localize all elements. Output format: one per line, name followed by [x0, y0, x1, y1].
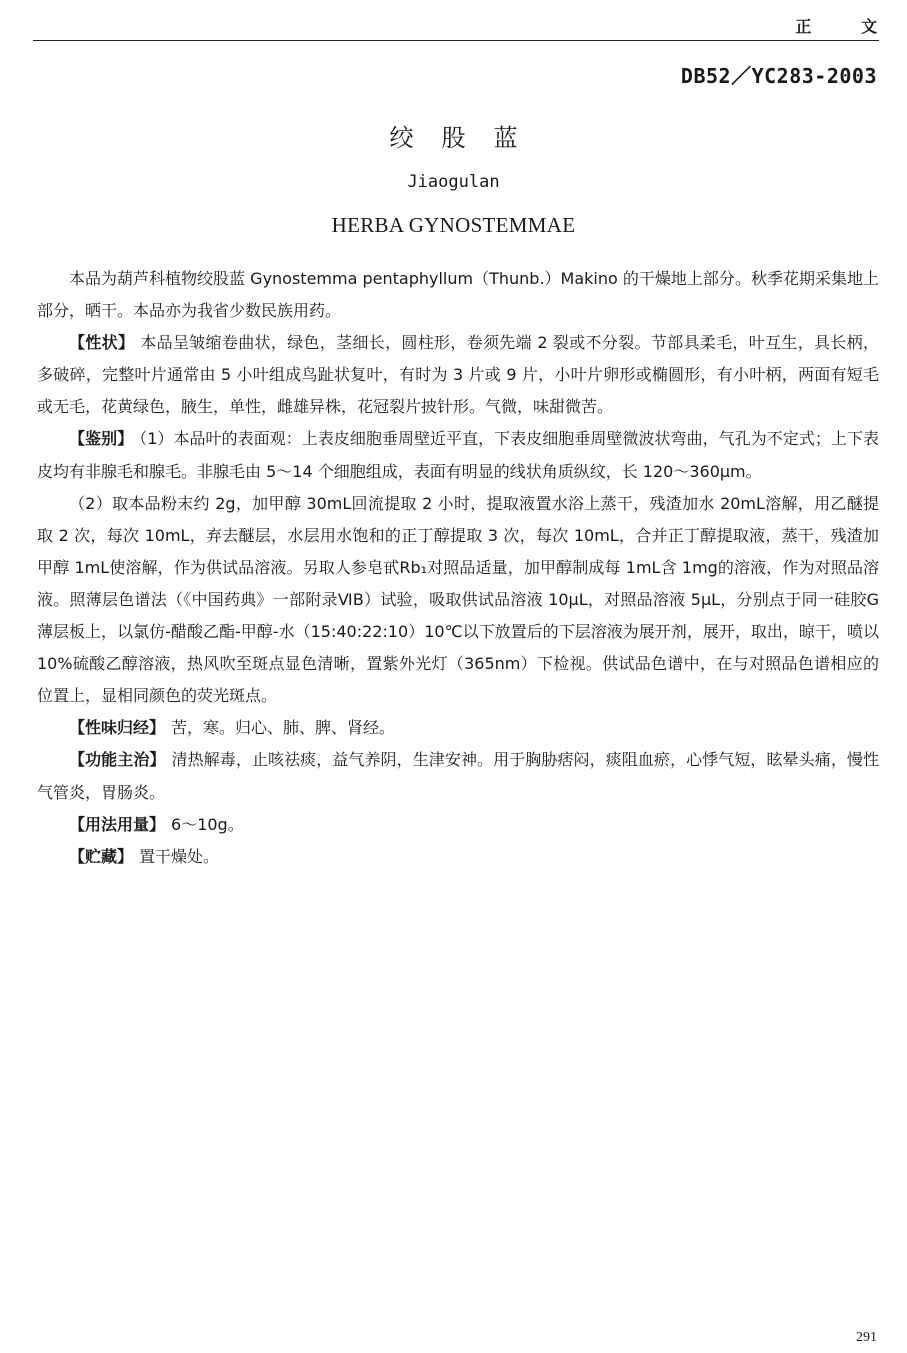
- title-pinyin: Jiaogulan: [407, 172, 500, 192]
- section-text: （1）本品叶的表面观：上表皮细胞垂周壁近平直，下表皮细胞垂周壁微波状弯曲，气孔为不定式；上下表皮均有非腺毛和腺毛。非腺毛由 5～14 个细胞组成，表面有明显的线状角质纵纹，长 120～360μm。: [37, 429, 879, 481]
- page-number: 291: [856, 1330, 877, 1345]
- section-description: [37, 327, 879, 423]
- section-storage: [37, 841, 879, 873]
- section-text: 苦，寒。归心、肺、脾、肾经。: [171, 718, 396, 738]
- section-text: （2）取本品粉末约 2g，加甲醇 30mL回流提取 2 小时，提取液置水浴上蒸干，残渣加水 20mL溶解，用乙醚提取 2 次，每次 10mL，弃去醚层，水层用水饱和的正丁醇提取 3 次，每次 10mL，合并正丁醇提取液，蒸干，残渣加甲醇 1mL使溶解，作为供试品溶液。另取人参皂甙Rb₁对照品适量，加甲醇制成每 1mL含 1mg的溶液，作为对照品溶液。照薄层色谱法（《中国药典》一部附录ⅥB）试验，吸取供试品溶液 10μL，对照品溶液 5μL，分别点于同一硅胶G薄层板上，以氯仿-醋酸乙酯-甲醇-水（15:40:22:10）10℃以下放置后的下层溶液为展开剂，展开，取出，晾干，喷以 10%硫酸乙醇溶液，热风吹至斑点显色清晰，置紫外光灯（365nm）下检视。供试品色谱中，在与对照品色谱相应的位置上，显相同颜色的荧光斑点。: [37, 493, 879, 706]
- section-text: 本品呈皱缩卷曲状，绿色，茎细长，圆柱形，卷须先端 2 裂或不分裂。节部具柔毛，叶互生，具长柄，多破碎，完整叶片通常由 5 小叶组成鸟趾状复叶，有时为 3 片或 9 片，小叶片卵形或椭圆形，有小叶柄，两面有短毛或无毛，花黄绿色，腋生，单性，雌雄异株，花冠裂片披针形。气微，味甜微苦。: [37, 333, 879, 417]
- section-text: 清热解毒，止咳祛痰，益气养阴，生津安神。用于胸胁痞闷，痰阻血瘀，心悸气短，眩晕头痛，慢性气管炎，胃肠炎。: [37, 750, 879, 802]
- section-nature-meridian: [37, 712, 879, 744]
- intro-paragraph: 本品为葫芦科植物绞股蓝 Gynostemma pentaphyllum（Thunb.）Makino 的干燥地上部分。秋季花期采集地上部分，晒干。本品亦为我省少数民族用药。: [37, 269, 879, 321]
- standard-number: DB52／YC283-2003: [680, 64, 877, 88]
- section-label: 【用法用量】: [69, 814, 166, 834]
- running-header-label: 正 文: [795, 17, 899, 36]
- monograph-body: [37, 263, 879, 873]
- section-text: 置干燥处。: [139, 846, 220, 866]
- section-label: 【性状】: [69, 333, 135, 353]
- section-identification-tlc: [37, 488, 879, 713]
- section-label: 【功能主治】: [69, 750, 166, 770]
- section-label: 【性味归经】: [69, 718, 166, 738]
- section-text: 6～10g。: [171, 814, 244, 834]
- title-latin: HERBA GYNOSTEMMAE: [331, 213, 576, 237]
- header-divider: [33, 40, 879, 41]
- section-dosage: [37, 809, 879, 841]
- section-label: 【贮藏】: [69, 846, 134, 866]
- section-functions: [37, 744, 879, 808]
- section-label: 【鉴别】: [69, 429, 134, 449]
- section-identification: [37, 423, 879, 487]
- title-chinese: 绞股蓝: [389, 124, 546, 152]
